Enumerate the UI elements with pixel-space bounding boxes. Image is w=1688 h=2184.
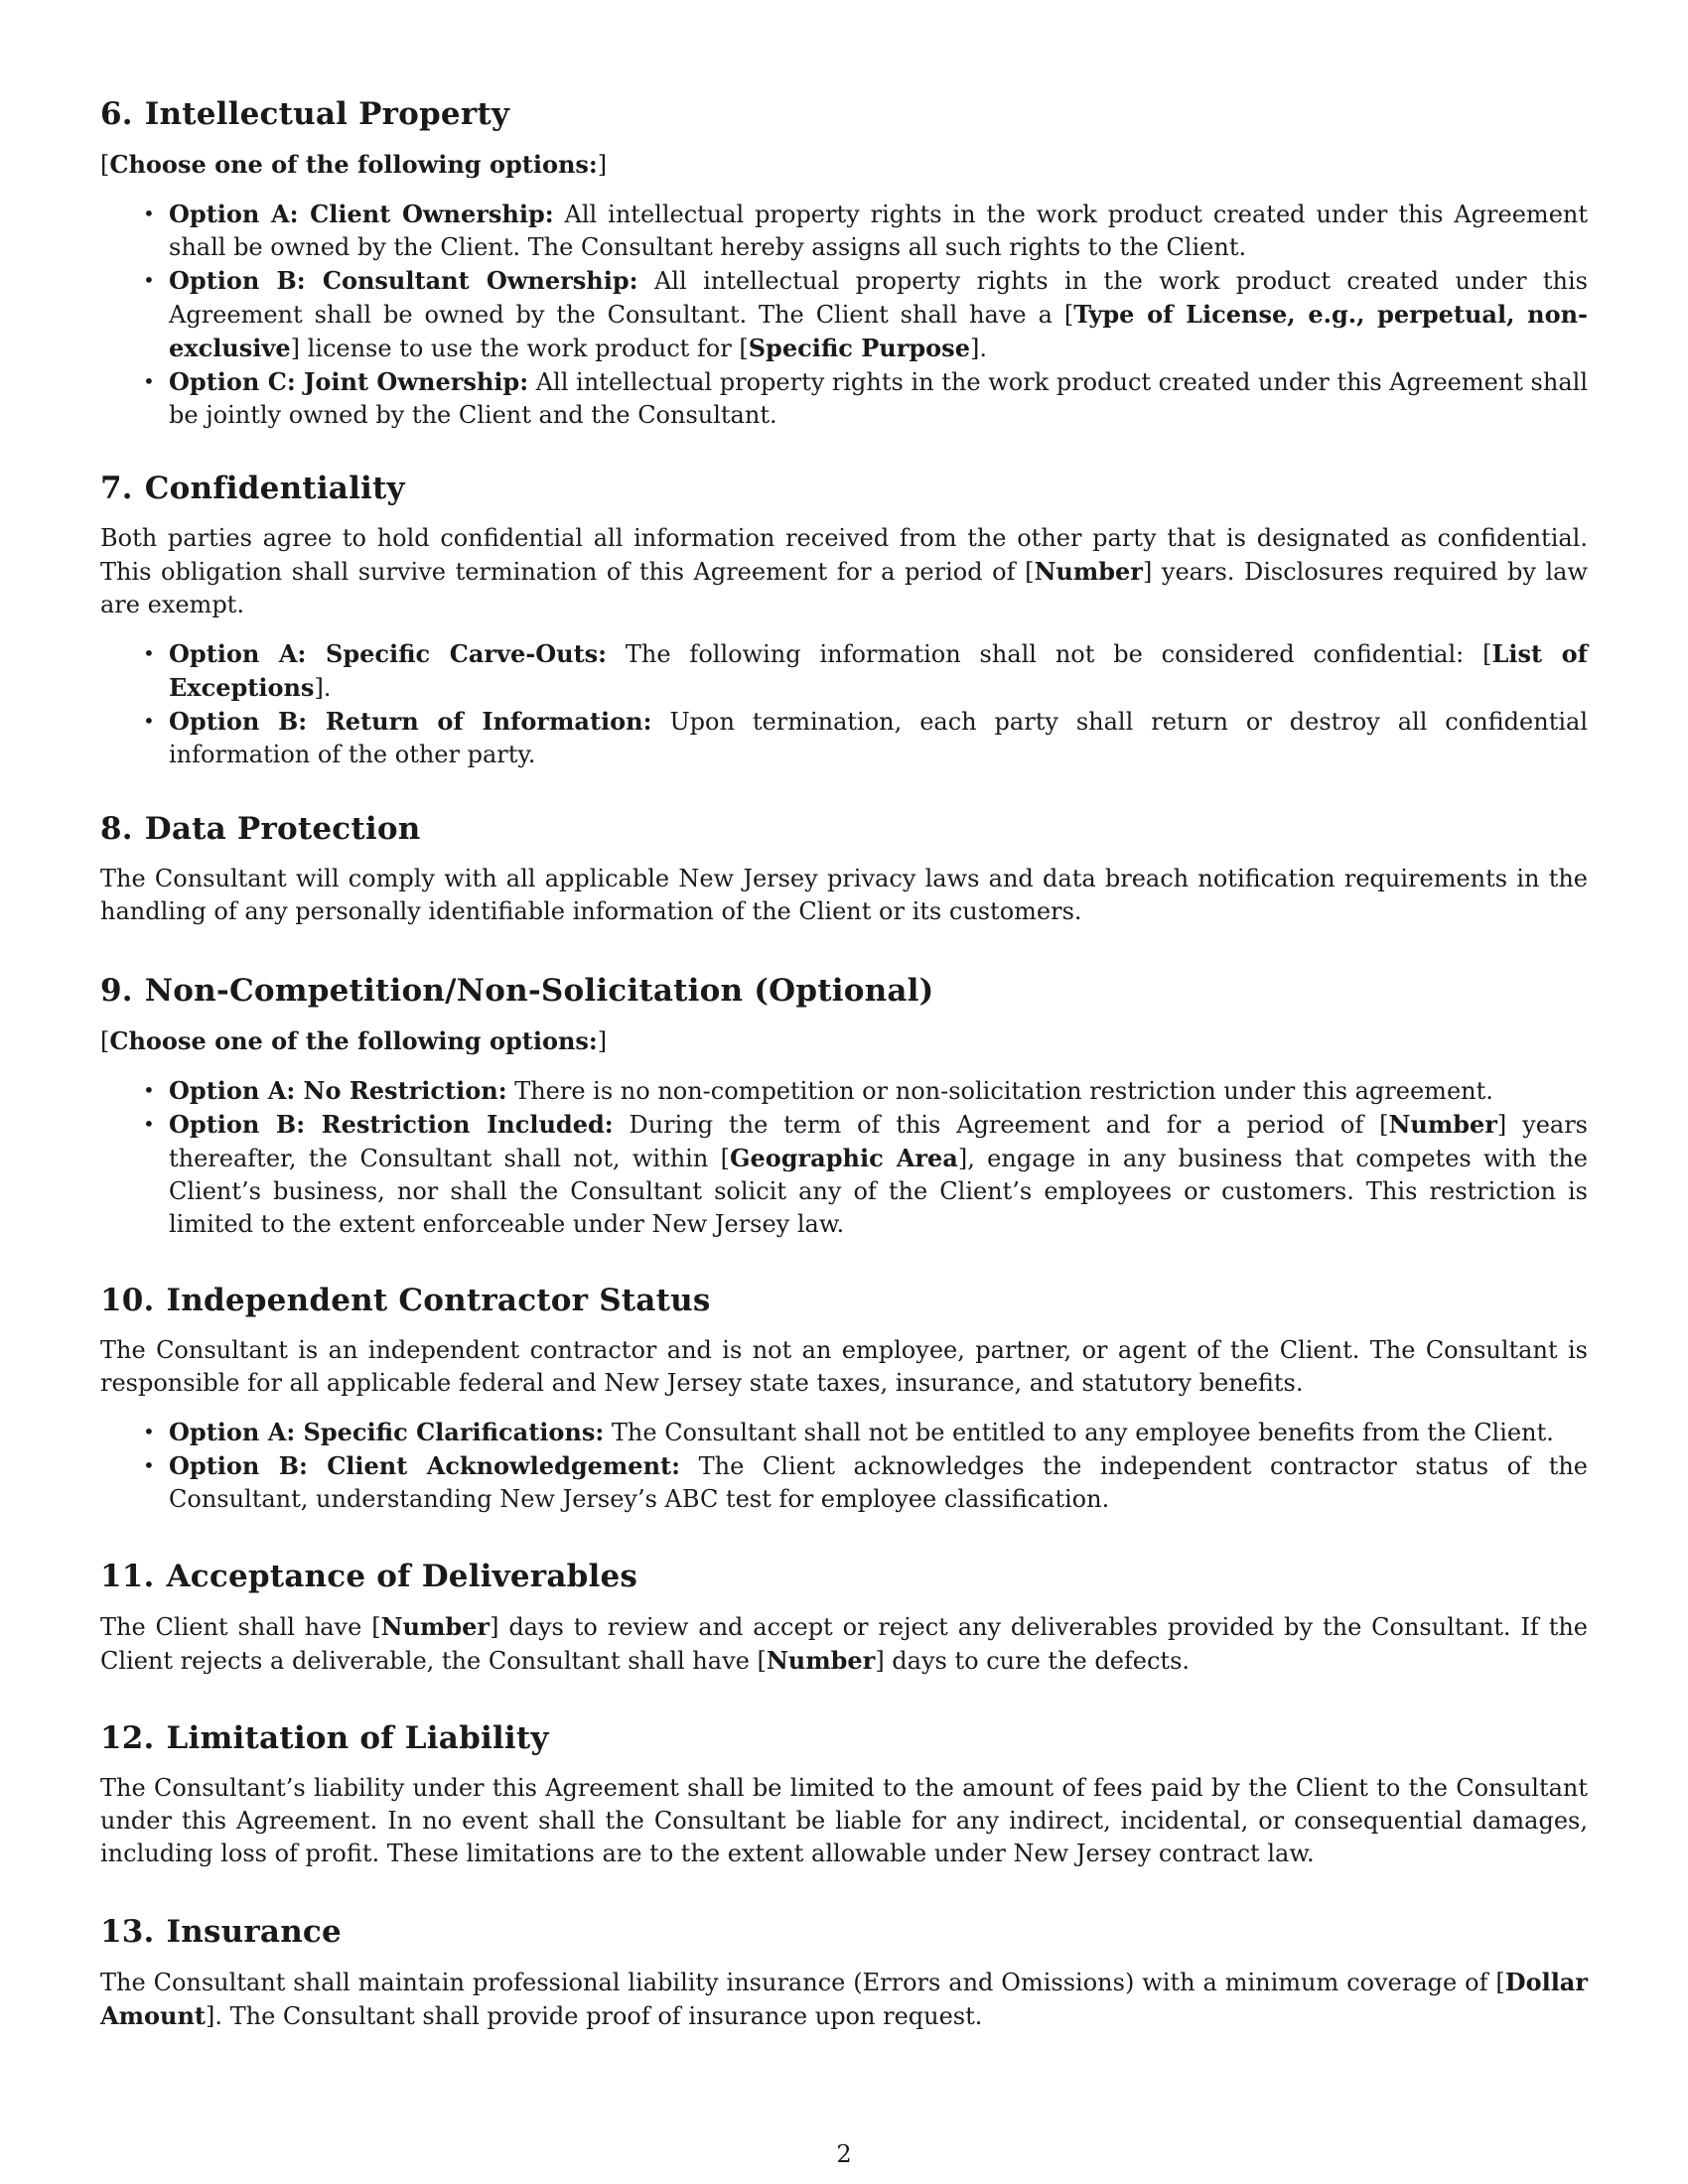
- section-insurance: [100, 1912, 1588, 2033]
- list-item: • Option B: Client Acknowledgement: The Client acknowledges the independent contractor status of the Consultant, understanding New Jersey’s ABC test for employee classification.: [143, 1451, 1588, 1513]
- choose-instruction: [Choose one of the following options:]: [100, 1026, 608, 1055]
- paragraph: The Consultant’s liability under this Agreement shall be limited to the amount of fees paid by the Client to the Consultant under this Agreement. In no event shall the Consultant be liable for any indirect, incidental, or consequential damages, including loss of profit. These limitations are to the extent allowable under New Jersey contract law.: [100, 1774, 1588, 1867]
- list-item: • Option A: Specific Clarifications: The Consultant shall not be entitled to any employee benefits from the Client.: [143, 1418, 1554, 1446]
- section-heading: 7. Confidentiality: [100, 471, 405, 506]
- paragraph: The Consultant shall maintain professional liability insurance (Errors and Omissions) with a minimum coverage of [Dollar Amount]. The Consultant shall provide proof of insurance upon request.: [100, 1968, 1588, 2030]
- choose-instruction: [Choose one of the following options:]: [100, 150, 608, 179]
- options-list: [100, 198, 1588, 432]
- section-heading: 8. Data Protection: [100, 811, 421, 847]
- section-heading: 13. Insurance: [100, 1914, 342, 1950]
- options-list: [100, 1074, 1588, 1241]
- section-independent-contractor: [100, 1281, 1588, 1516]
- list-item: • Option C: Joint Ownership: All intellectual property rights in the work product created under this Agreement shall be jointly owned by the Client and the Consultant.: [143, 367, 1588, 429]
- options-list: [100, 1416, 1588, 1516]
- section-heading: 10. Independent Contractor Status: [100, 1283, 711, 1318]
- section-non-competition: [100, 971, 1588, 1241]
- list-item: • Option A: No Restriction: There is no non-competition or non-solicitation restriction under this agreement.: [143, 1076, 1493, 1105]
- paragraph: Both parties agree to hold confidential all information received from the other party that is designated as confidential. This obligation shall survive termination of this Agreement for a period of [Number] years. Disclosures required by law are exempt.: [100, 524, 1588, 618]
- section-acceptance-deliverables: [100, 1557, 1588, 1678]
- section-data-protection: [100, 809, 1588, 928]
- section-intellectual-property: [100, 94, 1588, 432]
- paragraph: The Consultant is an independent contractor and is not an employee, partner, or agent of the Client. The Consultant is responsible for all applicable federal and New Jersey state taxes, insurance, and statutory benefits.: [100, 1336, 1588, 1397]
- paragraph: The Consultant will comply with all applicable New Jersey privacy laws and data breach notification requirements in the handling of any personally identifiable information of the Client or its customers.: [100, 865, 1588, 925]
- section-heading: 6. Intellectual Property: [100, 96, 510, 132]
- list-item: • Option A: Specific Carve-Outs: The following information shall not be considered confidential: [List of Exceptions].: [143, 639, 1588, 702]
- list-item: • Option A: Client Ownership: All intellectual property rights in the work product created under this Agreement shall be owned by the Client. The Consultant hereby assigns all such rights to the Client.: [143, 200, 1588, 261]
- section-heading: 11. Acceptance of Deliverables: [100, 1559, 638, 1594]
- list-item: • Option B: Return of Information: Upon termination, each party shall return or destroy all confidential information of the other party.: [143, 707, 1588, 768]
- page-number: 2: [836, 2140, 852, 2168]
- section-heading: 12. Limitation of Liability: [100, 1720, 549, 1756]
- section-confidentiality: [100, 469, 1588, 771]
- section-heading: 9. Non-Competition/Non-Solicitation (Optional): [100, 973, 934, 1009]
- paragraph: The Client shall have [Number] days to review and accept or reject any deliverables provided by the Consultant. If the Client rejects a deliverable, the Consultant shall have [Number] days to cure the defects.: [100, 1612, 1589, 1675]
- list-item: • Option B: Restriction Included: During the term of this Agreement and for a period of [Number] years thereafter, the Consultant shall not, within [Geographic Area], engage in any business that competes with the Client’s business, nor shall the Consultant solicit any of the Client’s employees or customers. This restriction is limited to the extent enforceable under New Jersey law.: [143, 1110, 1589, 1238]
- list-item: • Option B: Consultant Ownership: All intellectual property rights in the work product created under this Agreement shall be owned by the Consultant. The Client shall have a [Type of License, e.g., perpetual, non-exclusive] license to use the work product for [Specific Purpose].: [143, 266, 1589, 362]
- options-list: [100, 637, 1588, 771]
- section-limitation-liability: [100, 1718, 1588, 1870]
